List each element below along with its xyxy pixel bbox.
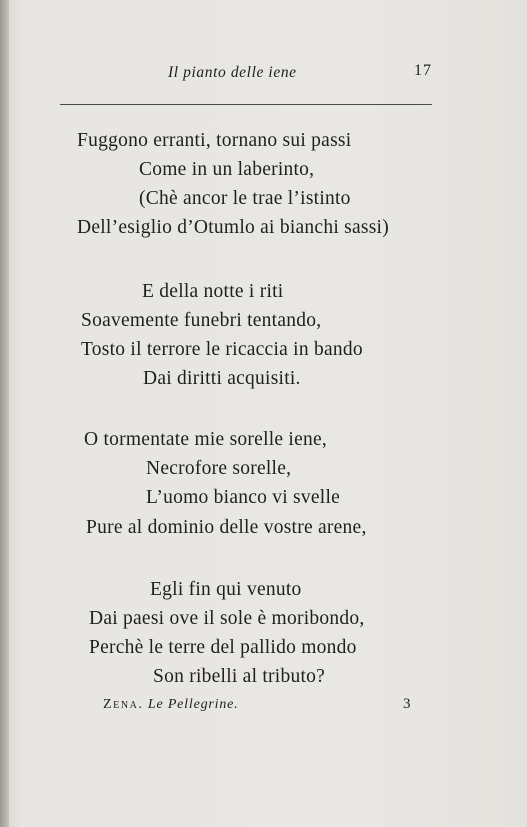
- poem-line: Come in un laberinto,: [139, 159, 315, 180]
- page-header: [60, 62, 432, 86]
- poem-line: Fuggono erranti, tornano sui passi: [77, 130, 352, 151]
- running-title: Il pianto delle iene: [168, 64, 297, 81]
- poem-line: Son ribelli al tributo?: [153, 666, 326, 687]
- poem-line: (Chè ancor le trae l’istinto: [139, 188, 351, 209]
- page-number: 17: [414, 62, 432, 79]
- signature-author: Zena.: [103, 697, 144, 712]
- signature-line: [103, 697, 238, 713]
- poem-line: L’uomo bianco vi svelle: [146, 487, 341, 508]
- poem-line: Egli fin qui venuto: [150, 579, 302, 600]
- poem-line: Dai paesi ove il sole è moribondo,: [89, 608, 365, 629]
- signature-title: Le Pellegrine.: [147, 697, 239, 712]
- poem-line: Tosto il terrore le ricaccia in bando: [81, 339, 363, 360]
- poem-line: Pure al dominio delle vostre arene,: [86, 517, 367, 538]
- poem-line: Necrofore sorelle,: [146, 458, 292, 479]
- poem-line: Dell’esiglio d’Otumlo ai bianchi sassi): [77, 217, 389, 238]
- poem-line: O tormentate mie sorelle iene,: [84, 429, 328, 450]
- poem-line: Perchè le terre del pallido mondo: [89, 637, 357, 658]
- poem-line: Soavemente funebri tentando,: [81, 310, 322, 331]
- header-rule: [60, 104, 432, 105]
- poem-line: Dai diritti acquisiti.: [143, 368, 301, 389]
- sheet-number: 3: [403, 696, 411, 712]
- poem-line: E della notte i riti: [142, 281, 284, 302]
- page-binding-edge: [0, 0, 9, 827]
